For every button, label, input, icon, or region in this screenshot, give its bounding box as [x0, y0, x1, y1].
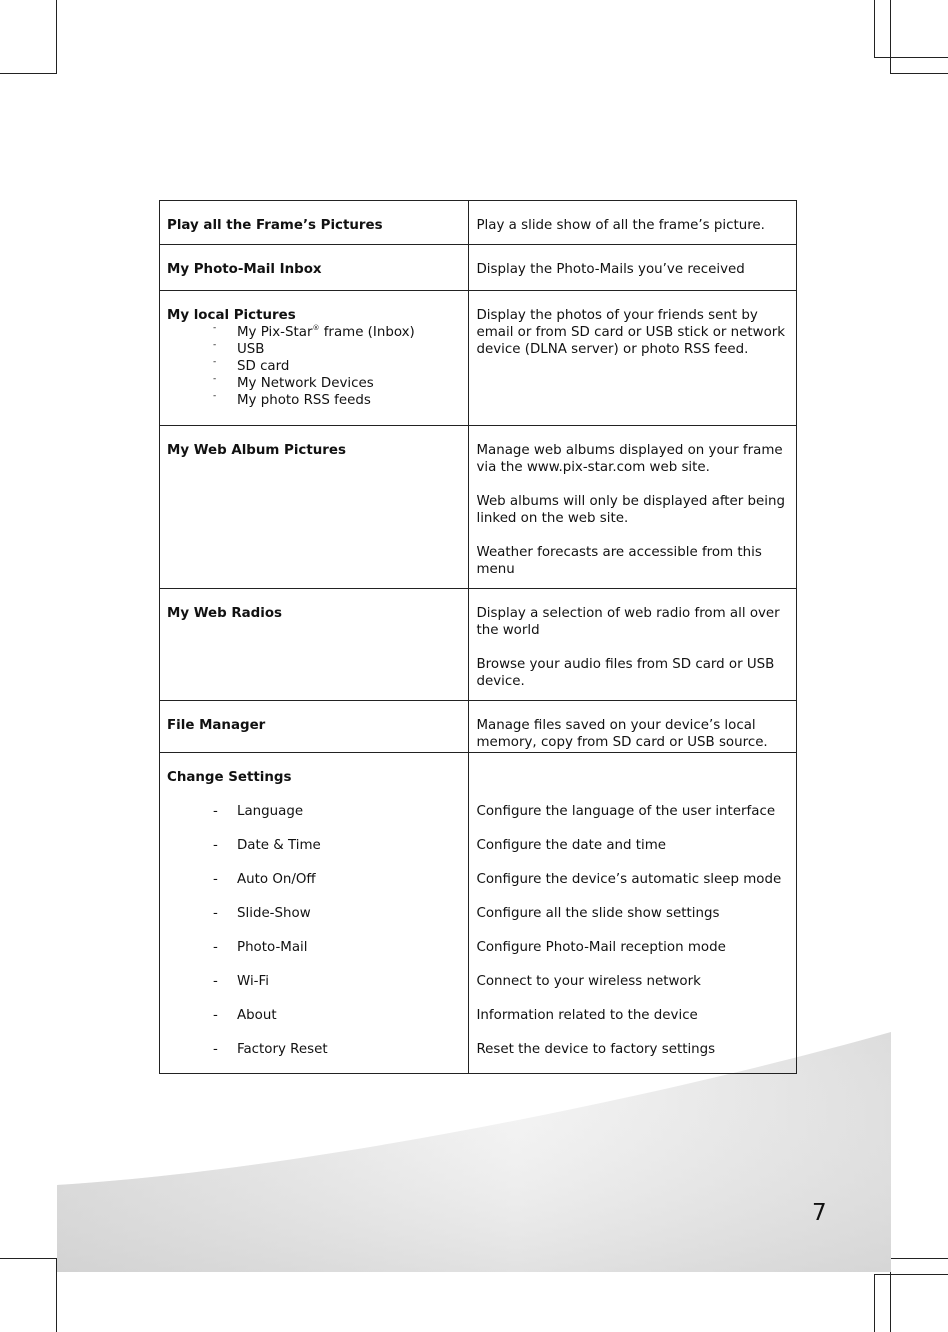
table-row	[160, 701, 797, 753]
feature-cell	[160, 753, 469, 1074]
description-text: Manage web albums displayed on your frame via the www.pix-star.com web site.	[476, 443, 783, 475]
description-cell	[469, 291, 797, 426]
crop-mark	[890, 73, 948, 74]
crop-mark	[874, 57, 948, 58]
setting-description: Configure the language of the user interface	[476, 804, 776, 819]
feature-title: My Web Album Pictures	[167, 443, 346, 458]
description-text: Weather forecasts are accessible from this menu	[476, 545, 762, 577]
feature-title: Change Settings	[167, 770, 292, 785]
description-cell	[469, 589, 797, 701]
feature-title: My Photo-Mail Inbox	[167, 262, 322, 277]
setting-item-about: - About	[213, 1008, 277, 1023]
crop-mark	[874, 0, 875, 58]
description-text: Play a slide show of all the frame’s picture.	[476, 218, 765, 233]
setting-description: Information related to the device	[476, 1008, 698, 1023]
setting-description: Reset the device to factory settings	[476, 1042, 716, 1057]
description-text: Browse your audio files from SD card or USB device.	[476, 657, 775, 689]
setting-description: Configure all the slide show settings	[476, 906, 720, 921]
setting-description: Configure Photo-Mail reception mode	[476, 940, 726, 955]
crop-mark	[56, 0, 57, 74]
feature-cell	[160, 426, 469, 589]
description-text: Display a selection of web radio from all over the world	[476, 606, 780, 638]
table-row	[160, 245, 797, 291]
setting-item-photo-mail: - Photo-Mail	[213, 940, 308, 955]
feature-cell	[160, 589, 469, 701]
setting-item-date-time: - Date & Time	[213, 838, 321, 853]
description-cell	[469, 426, 797, 589]
setting-item-wifi: - Wi-Fi	[213, 974, 269, 989]
setting-description: Connect to your wireless network	[476, 974, 701, 989]
table-row	[160, 753, 797, 1074]
feature-cell	[160, 291, 469, 426]
table-row	[160, 426, 797, 589]
registered-mark: ®	[312, 324, 320, 332]
list-item: - My photo RSS feeds	[167, 392, 462, 409]
list-item: - SD card	[167, 358, 462, 375]
feature-cell	[160, 201, 469, 245]
list-item: - USB	[167, 341, 462, 358]
description-cell	[469, 201, 797, 245]
setting-description: Configure the device’s automatic sleep mode	[476, 872, 782, 887]
description-text: Web albums will only be displayed after being linked on the web site.	[476, 494, 785, 526]
feature-cell	[160, 245, 469, 291]
description-cell	[469, 701, 797, 753]
feature-title: Play all the Frame’s Pictures	[167, 218, 383, 233]
table-row	[160, 201, 797, 245]
feature-title: My local Pictures	[167, 308, 296, 323]
list-item: - My Pix-Star® frame (Inbox)	[167, 324, 462, 341]
setting-description: Configure the date and time	[476, 838, 667, 853]
feature-title: File Manager	[167, 718, 266, 733]
table-row	[160, 291, 797, 426]
table-row	[160, 589, 797, 701]
description-text: Display the photos of your friends sent by email or from SD card or USB stick or network device (DLNA server) or photo RSS feed.	[476, 308, 786, 357]
crop-mark	[0, 73, 57, 74]
setting-item-factory-reset: - Factory Reset	[213, 1042, 328, 1057]
local-pictures-sublist	[167, 324, 462, 409]
description-text: Manage files saved on your device’s local memory, copy from SD card or USB source.	[476, 718, 768, 750]
list-item: - My Network Devices	[167, 375, 462, 392]
crop-mark	[890, 0, 891, 74]
menu-feature-table	[159, 200, 797, 1074]
feature-cell	[160, 701, 469, 753]
setting-item-language: - Language	[213, 804, 304, 819]
setting-item-auto-on-off: - Auto On/Off	[213, 872, 316, 887]
setting-item-slide-show: - Slide-Show	[213, 906, 311, 921]
feature-title: My Web Radios	[167, 606, 283, 621]
description-text: Display the Photo-Mails you’ve received	[476, 262, 745, 277]
page-number: 7	[812, 1200, 827, 1226]
description-cell	[469, 753, 797, 1074]
description-cell	[469, 245, 797, 291]
